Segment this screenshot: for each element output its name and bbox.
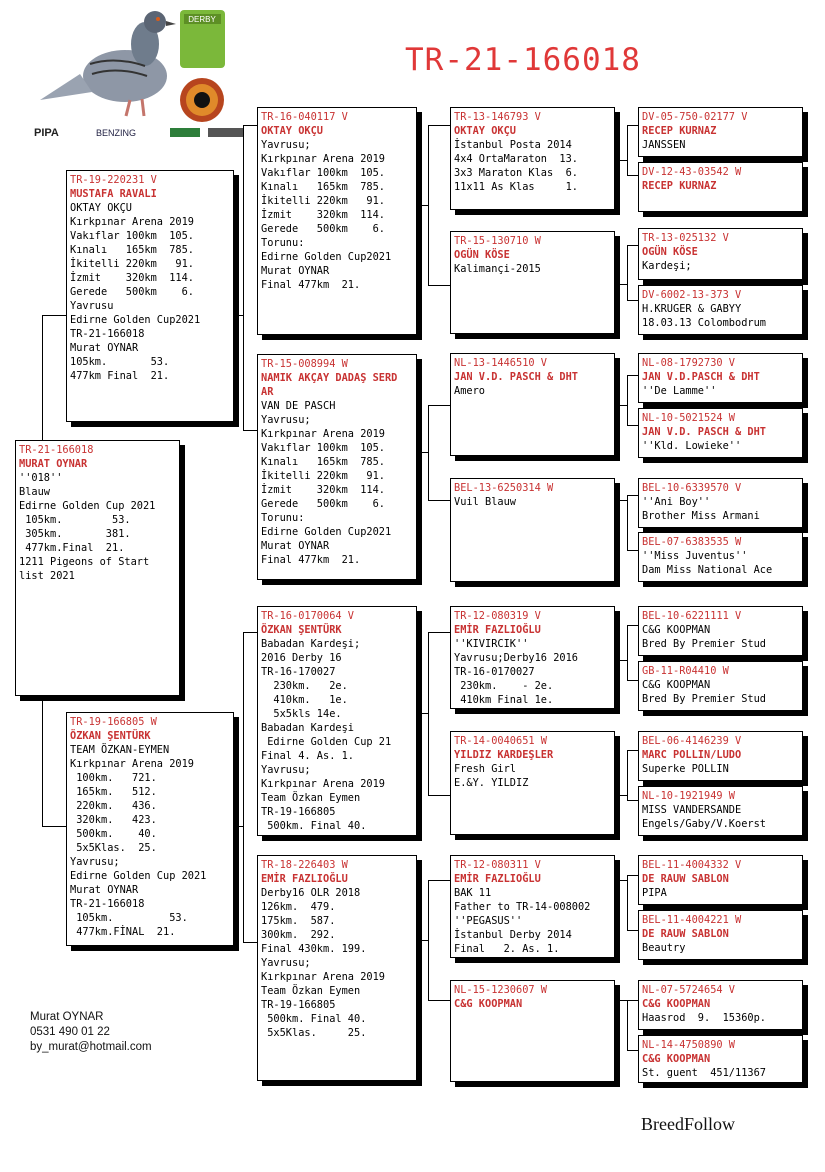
pedigree-box-g4: [638, 285, 803, 335]
pedigree-box-g5: [638, 353, 803, 403]
breeder-name: EMİR FAZLIOĞLU: [261, 873, 348, 885]
pedigree-text-line: Derby16 OLR 2018: [261, 887, 361, 899]
ring-number: TR-18-226403 W: [261, 859, 348, 871]
pedigree-text-line: list 2021: [19, 570, 75, 582]
connector-line: [627, 375, 628, 425]
pedigree-box-sds: [450, 353, 615, 456]
breeder-name: AR: [261, 386, 274, 398]
pigeon-photo-icon: [20, 4, 250, 142]
pedigree-text-line: 220km. 436.: [70, 800, 157, 812]
pedigree-text-line: TR-19-166805: [261, 999, 336, 1011]
breeder-name: OGÜN KÖSE: [642, 246, 698, 258]
pedigree-text-line: Edirne Golden Cup2021: [261, 251, 392, 263]
connector-line: [417, 452, 428, 453]
pedigree-text-line: 11x11 As Klas 1.: [454, 181, 578, 193]
connector-line: [627, 875, 628, 930]
pedigree-text-line: Amero: [454, 385, 485, 397]
ring-number: BEL-11-4004221 W: [642, 914, 742, 926]
pedigree-box-sdd: [450, 478, 615, 582]
pedigree-text-line: Kardeşi;: [642, 260, 692, 272]
pedigree-text-line: İzmit 320km 114.: [261, 484, 385, 496]
pedigree-text-line: 1211 Pigeons of Start: [19, 556, 150, 568]
pedigree-box-ddd: [450, 980, 615, 1082]
ring-number: TR-19-220231 V: [70, 174, 157, 186]
connector-line: [615, 880, 627, 881]
pedigree-text-line: 105km. 53.: [19, 514, 131, 526]
pedigree-box-g2: [638, 162, 803, 212]
connector-line: [428, 632, 450, 633]
pedigree-text-line: Gerede 500km 6.: [261, 498, 385, 510]
connector-line: [627, 175, 638, 176]
pedigree-box-sss: [450, 107, 615, 210]
pedigree-text-line: İstanbul Derby 2014: [454, 929, 572, 941]
pedigree-text-line: Kırkpınar Arena 2019: [261, 971, 385, 983]
pedigree-text-line: 18.03.13 Colombodrum: [642, 317, 766, 329]
pedigree-text-line: Kırkpınar Arena 2019: [70, 758, 194, 770]
pedigree-text-line: Babadan Kardeşi;: [261, 638, 361, 650]
breeder-name: EMİR FAZLIOĞLU: [454, 873, 541, 885]
pedigree-text-line: 230km. 2e.: [261, 680, 348, 692]
breeder-name: C&G KOOPMAN: [454, 998, 523, 1010]
pedigree-box-g13: [638, 855, 803, 905]
pedigree-text-line: Murat OYNAR: [70, 884, 139, 896]
pedigree-text-line: Murat OYNAR: [261, 265, 330, 277]
connector-line: [428, 125, 429, 285]
pedigree-text-line: Kırkpınar Arena 2019: [261, 428, 385, 440]
connector-line: [428, 880, 429, 1000]
connector-line: [627, 930, 638, 931]
pedigree-text-line: JANSSEN: [642, 139, 686, 151]
pedigree-text-line: TR-19-166805: [261, 806, 336, 818]
connector-line: [42, 315, 43, 440]
connector-line: [428, 405, 450, 406]
connector-line: [627, 245, 628, 300]
connector-line: [417, 940, 428, 941]
pedigree-text-line: PIPA: [642, 887, 667, 899]
breeder-name: RECEP KURNAZ: [642, 180, 717, 192]
connector-line: [627, 495, 628, 550]
connector-line: [615, 795, 627, 796]
pedigree-text-line: Final 477km 21.: [261, 279, 361, 291]
connector-line: [243, 125, 244, 430]
breeder-name: JAN V.D. PASCH & DHT: [454, 371, 578, 383]
connector-line: [243, 125, 257, 126]
pedigree-box-g7: [638, 478, 803, 528]
connector-line: [417, 205, 428, 206]
breeder-name: MARC POLLIN/LUDO: [642, 749, 742, 761]
breeder-name: DE RAUW SABLON: [642, 928, 729, 940]
connector-line: [42, 315, 66, 316]
connector-line: [615, 660, 627, 661]
connector-line: [627, 495, 638, 496]
pedigree-text-line: 230km. - 2e.: [454, 680, 554, 692]
pedigree-text-line: Edirne Golden Cup2021: [70, 314, 201, 326]
pedigree-text-line: Blauw: [19, 486, 50, 498]
pedigree-text-line: 100km. 721.: [70, 772, 157, 784]
connector-line: [234, 826, 243, 827]
breeder-name: MURAT OYNAR: [19, 458, 88, 470]
pedigree-text-line: Dam Miss National Ace: [642, 564, 773, 576]
pedigree-text-line: Father to TR-14-008002: [454, 901, 591, 913]
pedigree-text-line: Team Özkan Eymen: [261, 985, 361, 997]
pedigree-text-line: Fresh Girl: [454, 763, 516, 775]
ring-number: TR-13-025132 V: [642, 232, 729, 244]
connector-line: [627, 750, 638, 751]
pedigree-text-line: 165km. 512.: [70, 786, 157, 798]
connector-line: [627, 625, 638, 626]
pedigree-text-line: BAK 11: [454, 887, 492, 899]
connector-line: [627, 625, 628, 680]
connector-line: [627, 375, 638, 376]
pedigree-text-line: Final 430km. 199.: [261, 943, 367, 955]
pedigree-text-line: 5x5Klas. 25.: [70, 842, 157, 854]
pedigree-text-line: 5x5kls 14e.: [261, 708, 342, 720]
pedigree-box-sire: [66, 170, 234, 422]
connector-line: [428, 285, 450, 286]
pedigree-text-line: 477km.FİNAL 21.: [70, 926, 176, 938]
pedigree-text-line: TR-21-166018: [70, 328, 145, 340]
ring-number: TR-15-008994 W: [261, 358, 348, 370]
ring-number: TR-13-146793 V: [454, 111, 541, 123]
connector-line: [627, 125, 628, 175]
pedigree-text-line: 320km. 423.: [70, 814, 157, 826]
ring-number: BEL-11-4004332 V: [642, 859, 742, 871]
breeder-name: ÖZKAN ŞENTÜRK: [261, 624, 342, 636]
connector-line: [627, 245, 638, 246]
pedigree-box-g1: [638, 107, 803, 157]
pedigree-text-line: Edirne Golden Cup 21: [261, 736, 392, 748]
ring-number: NL-08-1792730 V: [642, 357, 735, 369]
pedigree-text-line: 410km. 1e.: [261, 694, 348, 706]
pedigree-text-line: Babadan Kardeşi: [261, 722, 354, 734]
ring-number: NL-15-1230607 W: [454, 984, 547, 996]
pedigree-box-subject: [15, 440, 180, 696]
pedigree-box-g14: [638, 910, 803, 960]
breeder-name: YILDIZ KARDEŞLER: [454, 749, 554, 761]
pedigree-text-line: Brother Miss Armani: [642, 510, 760, 522]
pedigree-text-line: Beautry: [642, 942, 686, 954]
contact-name: Murat OYNAR: [30, 1011, 104, 1023]
breeder-name: C&G KOOPMAN: [642, 1053, 711, 1065]
ring-number: GB-11-R04410 W: [642, 665, 729, 677]
pedigree-text-line: İzmit 320km 114.: [261, 209, 385, 221]
connector-line: [627, 425, 638, 426]
ring-number: TR-16-0170064 V: [261, 610, 354, 622]
connector-line: [615, 1000, 627, 1001]
breeder-name: OKTAY OKÇU: [261, 125, 323, 137]
pedigree-text-line: Kınalı 165km 785.: [261, 456, 385, 468]
pedigree-box-g9: [638, 606, 803, 656]
breeder-name: OKTAY OKÇU: [454, 125, 516, 137]
pedigree-text-line: Final 477km 21.: [261, 554, 361, 566]
connector-line: [615, 500, 627, 501]
pedigree-text-line: Yavrusu;: [261, 139, 311, 151]
connector-line: [627, 300, 638, 301]
pedigree-text-line: Vakıflar 100km 105.: [261, 167, 385, 179]
ring-number: TR-21-166018: [19, 444, 94, 456]
pedigree-text-line: Yavrusu;: [261, 957, 311, 969]
pedigree-text-line: 305km. 381.: [19, 528, 131, 540]
pedigree-box-g10: [638, 661, 803, 711]
pedigree-text-line: Kınalı 165km 785.: [261, 181, 385, 193]
pedigree-text-line: Final 4. As. 1.: [261, 750, 354, 762]
pedigree-text-line: Kalimançi-2015: [454, 263, 541, 275]
connector-line: [627, 1050, 638, 1051]
connector-line: [615, 284, 627, 285]
connector-line: [615, 160, 627, 161]
pedigree-text-line: TEAM ÖZKAN-EYMEN: [70, 744, 170, 756]
connector-line: [243, 942, 257, 943]
pedigree-text-line: Vakıflar 100km 105.: [70, 230, 194, 242]
pedigree-text-line: VAN DE PASCH: [261, 400, 336, 412]
connector-line: [428, 125, 450, 126]
connector-line: [42, 826, 66, 827]
pedigree-box-g12: [638, 786, 803, 836]
pedigree-text-line: 500km. Final 40.: [261, 1013, 367, 1025]
breeder-name: DE RAUW SABLON: [642, 873, 729, 885]
pedigree-box-dsd: [450, 731, 615, 835]
pedigree-box-dss: [450, 606, 615, 709]
pedigree-box-dd: [257, 855, 417, 1081]
ring-number: NL-10-5021524 W: [642, 412, 735, 424]
ring-number: TR-14-0040651 W: [454, 735, 547, 747]
pedigree-text-line: Edirne Golden Cup 2021: [70, 870, 207, 882]
pedigree-text-line: 126km. 479.: [261, 901, 336, 913]
pedigree-text-line: Bred By Premier Stud: [642, 638, 766, 650]
pedigree-text-line: Superke POLLIN: [642, 763, 729, 775]
pedigree-text-line: İkitelli 220km 91.: [261, 470, 385, 482]
ring-number: BEL-10-6221111 V: [642, 610, 742, 622]
breeder-name: MUSTAFA RAVALI: [70, 188, 157, 200]
connector-line: [627, 1000, 638, 1001]
contact-phone: 0531 490 01 22: [30, 1026, 110, 1038]
benzing-logo-text: BENZING: [96, 128, 137, 138]
pedigree-text-line: İkitelli 220km 91.: [70, 258, 194, 270]
pedigree-box-g3: [638, 228, 803, 280]
pedigree-text-line: OKTAY OKÇU: [70, 202, 132, 214]
ring-number: BEL-06-4146239 V: [642, 735, 742, 747]
pedigree-text-line: TR-21-166018: [70, 898, 145, 910]
pedigree-text-line: Gerede 500km 6.: [70, 286, 194, 298]
pedigree-text-line: 500km. Final 40.: [261, 820, 367, 832]
pedigree-text-line: 3x3 Maraton Klas 6.: [454, 167, 578, 179]
connector-line: [243, 430, 257, 431]
pedigree-text-line: Team Özkan Eymen: [261, 792, 361, 804]
ring-number: BEL-10-6339570 V: [642, 482, 742, 494]
derby-logo-text: DERBY: [188, 15, 216, 24]
pedigree-text-line: Murat OYNAR: [70, 342, 139, 354]
pedigree-box-g15: [638, 980, 803, 1030]
breeder-name: ÖZKAN ŞENTÜRK: [70, 730, 151, 742]
brand-logo: BreedFollow: [641, 1114, 735, 1134]
connector-line: [627, 680, 638, 681]
pedigree-text-line: MISS VANDERSANDE: [642, 804, 742, 816]
connector-line: [417, 713, 428, 714]
ring-number: DV-05-750-02177 V: [642, 111, 748, 123]
connector-line: [428, 405, 429, 500]
ring-number: BEL-13-6250314 W: [454, 482, 554, 494]
ring-number: NL-10-1921949 W: [642, 790, 735, 802]
pedigree-text-line: Murat OYNAR: [261, 540, 330, 552]
pedigree-box-g16: [638, 1035, 803, 1083]
pedigree-text-line: 477km.Final 21.: [19, 542, 125, 554]
connector-line: [243, 632, 244, 942]
pedigree-text-line: C&G KOOPMAN: [642, 679, 711, 691]
header-photo-area: [20, 4, 250, 142]
pedigree-text-line: 300km. 292.: [261, 929, 336, 941]
connector-line: [428, 1000, 450, 1001]
ring-number: DV-12-43-03542 W: [642, 166, 742, 178]
pedigree-text-line: Yavrusu: [70, 300, 114, 312]
connector-line: [428, 632, 429, 795]
pedigree-text-line: İzmit 320km 114.: [70, 272, 194, 284]
pedigree-text-line: Bred By Premier Stud: [642, 693, 766, 705]
ring-number: TR-15-130710 W: [454, 235, 541, 247]
breeder-name: OGÜN KÖSE: [454, 249, 510, 261]
pedigree-text-line: Yavrusu;: [261, 764, 311, 776]
pedigree-text-line: Edirne Golden Cup 2021: [19, 500, 156, 512]
pedigree-text-line: 500km. 40.: [70, 828, 157, 840]
pedigree-text-line: 175km. 587.: [261, 915, 336, 927]
breeder-name: C&G KOOPMAN: [642, 998, 711, 1010]
connector-line: [627, 750, 628, 800]
pedigree-box-g8: [638, 532, 803, 582]
pedigree-box-dds: [450, 855, 615, 958]
pedigree-box-ss: [257, 107, 417, 335]
pedigree-text-line: E.&Y. YILDIZ: [454, 777, 529, 789]
connector-line: [234, 315, 243, 316]
pedigree-text-line: Kınalı 165km 785.: [70, 244, 194, 256]
pedigree-text-line: 105km. 53.: [70, 912, 188, 924]
connector-line: [615, 405, 627, 406]
pedigree-text-line: 477km Final 21.: [70, 370, 170, 382]
pedigree-text-line: TR-16-0170027: [454, 666, 535, 678]
pedigree-text-line: St. guent 451/11367: [642, 1067, 766, 1079]
pedigree-text-line: H.KRUGER & GABYY: [642, 303, 742, 315]
pedigree-text-line: Yavrusu;Derby16 2016: [454, 652, 578, 664]
contact-block: [30, 1010, 152, 1055]
pedigree-text-line: Gerede 500km 6.: [261, 223, 385, 235]
pedigree-text-line: 5x5Klas. 25.: [261, 1027, 367, 1039]
pedigree-text-line: ''Ani Boy'': [642, 496, 711, 508]
pedigree-box-g6: [638, 408, 803, 458]
pedigree-text-line: 4x4 OrtaMaraton 13.: [454, 153, 578, 165]
connector-line: [428, 500, 450, 501]
connector-line: [627, 125, 638, 126]
connector-line: [627, 1000, 628, 1050]
ring-number: TR-12-080311 V: [454, 859, 541, 871]
pedigree-text-line: Torunu:: [261, 237, 305, 249]
ring-number: TR-16-040117 V: [261, 111, 348, 123]
pedigree-text-line: İkitelli 220km 91.: [261, 195, 385, 207]
pedigree-text-line: Edirne Golden Cup2021: [261, 526, 392, 538]
pedigree-text-line: Vakıflar 100km 105.: [261, 442, 385, 454]
pedigree-text-line: Final 2. As. 1.: [454, 943, 560, 955]
pedigree-text-line: ''De Lamme'': [642, 385, 717, 397]
pedigree-text-line: C&G KOOPMAN: [642, 624, 711, 636]
ring-number: TR-19-166805 W: [70, 716, 157, 728]
ring-number: BEL-07-6383535 W: [642, 536, 742, 548]
pedigree-text-line: Yavrusu;: [70, 856, 120, 868]
pedigree-text-line: 105km. 53.: [70, 356, 170, 368]
connector-line: [627, 800, 638, 801]
pedigree-text-line: Kırkpınar Arena 2019: [261, 778, 385, 790]
page-title: TR-21-166018: [405, 42, 641, 78]
connector-line: [627, 875, 638, 876]
ring-number: NL-07-5724654 V: [642, 984, 735, 996]
pedigree-text-line: ''PEGASUS'': [454, 915, 523, 927]
connector-line: [627, 550, 638, 551]
breeder-name: JAN V.D.PASCH & DHT: [642, 371, 760, 383]
contact-email: by_murat@hotmail.com: [30, 1041, 152, 1053]
pedigree-box-dam: [66, 712, 234, 946]
pedigree-text-line: 410km Final 1e.: [454, 694, 554, 706]
breeder-name: RECEP KURNAZ: [642, 125, 717, 137]
pedigree-text-line: Engels/Gaby/V.Koerst: [642, 818, 766, 830]
pedigree-text-line: Haasrod 9. 15360p.: [642, 1012, 766, 1024]
pedigree-box-ssd: [450, 231, 615, 334]
ring-number: DV-6002-13-373 V: [642, 289, 742, 301]
pedigree-box-sd: [257, 354, 417, 580]
ring-number: NL-13-1446510 V: [454, 357, 547, 369]
pipa-logo-text: PIPA: [34, 127, 59, 139]
ring-number: NL-14-4750890 W: [642, 1039, 735, 1051]
pedigree-text-line: 2016 Derby 16: [261, 652, 342, 664]
pedigree-text-line: ''KIVIRCIK'': [454, 638, 529, 650]
pedigree-text-line: Kırkpınar Arena 2019: [261, 153, 385, 165]
pedigree-text-line: ''Kld. Lowieke'': [642, 440, 742, 452]
pedigree-text-line: Kırkpınar Arena 2019: [70, 216, 194, 228]
pedigree-text-line: ''Miss Juventus'': [642, 550, 748, 562]
pedigree-text-line: İstanbul Posta 2014: [454, 139, 572, 151]
connector-line: [428, 795, 450, 796]
breeder-name: JAN V.D. PASCH & DHT: [642, 426, 766, 438]
pedigree-text-line: Vuil Blauw: [454, 496, 516, 508]
connector-line: [428, 880, 450, 881]
pedigree-text-line: TR-16-170027: [261, 666, 336, 678]
ring-number: TR-12-080319 V: [454, 610, 541, 622]
pedigree-box-ds: [257, 606, 417, 836]
pedigree-text-line: Torunu:: [261, 512, 305, 524]
pedigree-text-line: ''018'': [19, 472, 63, 484]
connector-line: [243, 632, 257, 633]
breeder-name: NAMIK AKÇAY DADAŞ SERD: [261, 372, 398, 384]
connector-line: [42, 696, 43, 826]
pedigree-text-line: Yavrusu;: [261, 414, 311, 426]
breeder-name: EMİR FAZLIOĞLU: [454, 624, 541, 636]
pedigree-box-g11: [638, 731, 803, 781]
